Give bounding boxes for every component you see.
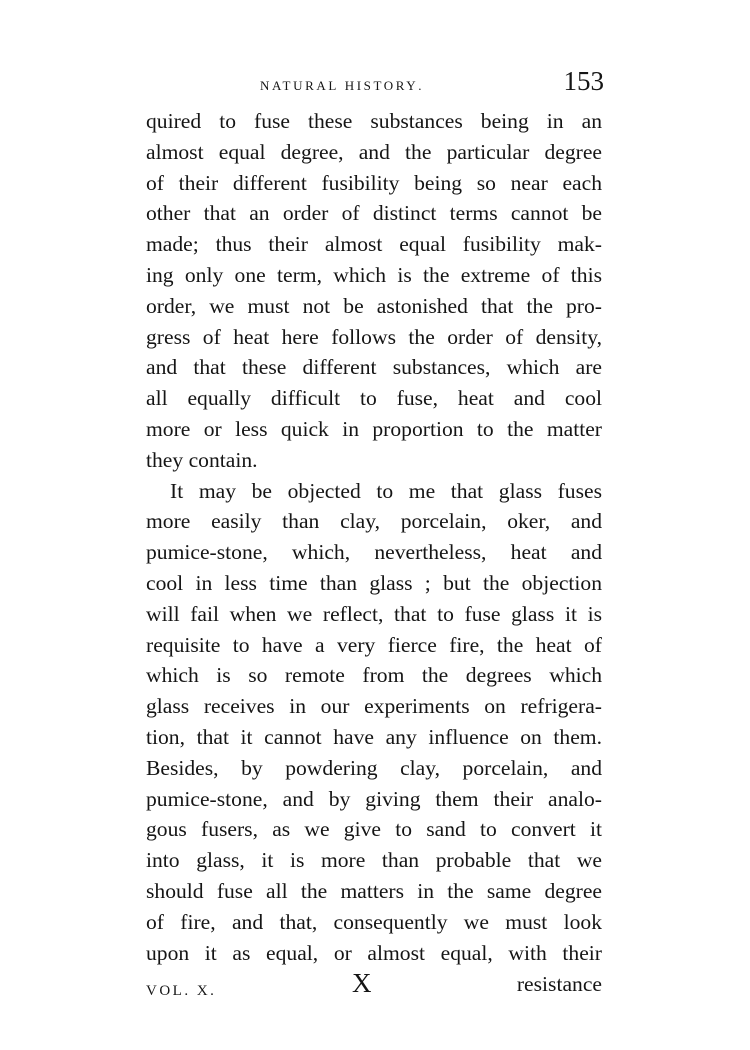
text-line: pumice-stone, and by giving them their analo- bbox=[146, 786, 602, 811]
text-line: made; thus their almost equal fusibility mak- bbox=[146, 232, 602, 257]
text-line: gress of heat here follows the order of density, bbox=[146, 324, 602, 349]
text-line: pumice-stone, which, nevertheless, heat and bbox=[146, 540, 602, 565]
text-line: more easily than clay, porcelain, oker, and bbox=[146, 509, 602, 534]
text-line: will fail when we reflect, that to fuse glass it is bbox=[146, 601, 602, 626]
page-number: 153 bbox=[563, 66, 604, 96]
page-footer bbox=[146, 968, 602, 1002]
text-line: glass receives in our experiments on refrigera- bbox=[146, 694, 602, 719]
running-head bbox=[148, 66, 604, 96]
text-line: ing only one term, which is the extreme of this bbox=[146, 262, 602, 287]
text-line: order, we must not be astonished that the pro- bbox=[146, 293, 602, 318]
text-line: of fire, and that, consequently we must look bbox=[146, 909, 602, 934]
text-line: more or less quick in proportion to the matter bbox=[146, 416, 602, 441]
text-line: It may be objected to me that glass fuses bbox=[170, 478, 602, 503]
text-line: Besides, by powdering clay, porcelain, and bbox=[146, 755, 602, 780]
catchword: resistance bbox=[516, 972, 602, 996]
text-line: they contain. bbox=[146, 447, 258, 472]
volume-mark: VOL. X. bbox=[146, 976, 217, 1000]
text-line: gous fusers, as we give to sand to convert it bbox=[146, 817, 602, 842]
text-line: which is so remote from the degrees which bbox=[146, 663, 602, 688]
paragraph-1 bbox=[146, 106, 602, 476]
text-line: almost equal degree, and the particular degree bbox=[146, 139, 602, 164]
text-line: all equally difficult to fuse, heat and cool bbox=[146, 386, 602, 411]
text-line: into glass, it is more than probable that we bbox=[146, 848, 602, 873]
paragraph-2 bbox=[146, 476, 602, 969]
signature-mark: X bbox=[352, 968, 372, 998]
body-text bbox=[146, 106, 602, 968]
text-line: should fuse all the matters in the same degree bbox=[146, 878, 602, 903]
text-line: requisite to have a very fierce fire, the heat of bbox=[146, 632, 602, 657]
text-line: and that these different substances, which are bbox=[146, 355, 602, 380]
text-line: upon it as equal, or almost equal, with their bbox=[146, 940, 602, 965]
text-line: cool in less time than glass ; but the objection bbox=[146, 570, 602, 595]
running-title: natural history. bbox=[260, 74, 425, 95]
text-line: tion, that it cannot have any influence on them. bbox=[146, 724, 602, 749]
text-line: of their different fusibility being so near each bbox=[146, 170, 602, 195]
text-line: other that an order of distinct terms cannot be bbox=[146, 201, 602, 226]
text-line: quired to fuse these substances being in an bbox=[146, 109, 602, 133]
